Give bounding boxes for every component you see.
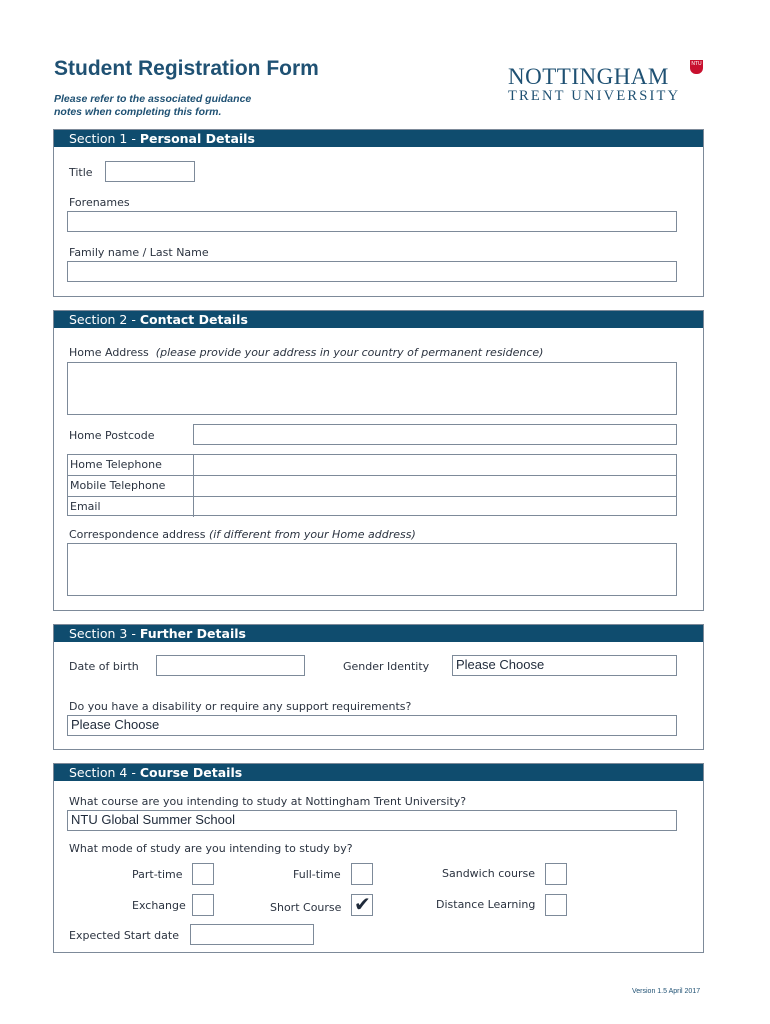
dob-field[interactable] xyxy=(156,655,305,676)
part-time-label: Part-time xyxy=(132,868,183,881)
home-address-note: (please provide your address in your country of permanent residence) xyxy=(155,346,544,359)
dob-label: Date of birth xyxy=(69,660,139,673)
gender-label: Gender Identity xyxy=(343,660,430,673)
postcode-field[interactable] xyxy=(193,424,677,445)
exchange-checkbox[interactable] xyxy=(192,894,214,916)
home-telephone-field[interactable] xyxy=(193,455,676,475)
gender-select[interactable]: Please Choose xyxy=(452,655,677,676)
short-course-label: Short Course xyxy=(270,901,342,914)
sandwich-label: Sandwich course xyxy=(442,867,536,880)
correspondence-label xyxy=(69,528,416,541)
section-3-title: Further Details xyxy=(139,626,246,641)
distance-learning-checkbox[interactable] xyxy=(545,894,567,916)
home-telephone-row xyxy=(68,455,676,476)
family-name-field[interactable] xyxy=(67,261,677,282)
correspondence-label-text: Correspondence address xyxy=(69,528,206,541)
section-4-title: Course Details xyxy=(139,765,243,780)
disability-select[interactable]: Please Choose xyxy=(67,715,677,736)
exchange-label: Exchange xyxy=(132,899,186,912)
home-address-label xyxy=(69,346,543,359)
title-field[interactable] xyxy=(105,161,195,182)
page-title: Student Registration Form xyxy=(54,57,319,80)
contact-table xyxy=(67,454,677,516)
correspondence-address-field[interactable] xyxy=(67,543,677,596)
distance-learning-label: Distance Learning xyxy=(436,898,536,911)
section-2-prefix: Section 2 - xyxy=(69,312,140,327)
guidance-note-line1: Please refer to the associated guidance xyxy=(54,93,252,105)
section-3-heading xyxy=(54,625,703,642)
section-2-heading xyxy=(54,311,703,328)
guidance-note xyxy=(54,93,314,119)
ntu-badge-icon: NTU xyxy=(690,60,703,74)
mode-label: What mode of study are you intending to study by? xyxy=(69,842,353,855)
section-1-prefix: Section 1 - xyxy=(69,131,140,146)
start-date-field[interactable] xyxy=(190,924,314,945)
guidance-note-line2: notes when completing this form. xyxy=(54,106,222,118)
start-date-label: Expected Start date xyxy=(69,929,179,942)
university-logo-line2: TRENT UNIVERSITY xyxy=(508,88,681,104)
version-note: Version 1.5 April 2017 xyxy=(632,988,701,995)
family-name-label: Family name / Last Name xyxy=(69,246,209,259)
home-address-field[interactable] xyxy=(67,362,677,415)
section-further-details xyxy=(53,624,704,750)
section-1-title: Personal Details xyxy=(139,131,255,146)
section-2-title: Contact Details xyxy=(139,312,248,327)
email-label: Email xyxy=(70,500,101,513)
section-4-prefix: Section 4 - xyxy=(69,765,140,780)
section-contact-details xyxy=(53,310,704,611)
correspondence-note: (if different from your Home address) xyxy=(208,528,416,541)
section-personal-details xyxy=(53,129,704,297)
home-address-label-text: Home Address xyxy=(69,346,149,359)
forenames-label: Forenames xyxy=(69,196,130,209)
university-logo-line1: NOTTINGHAM xyxy=(508,64,669,89)
postcode-label: Home Postcode xyxy=(69,429,155,442)
email-field[interactable] xyxy=(193,497,676,517)
title-label: Title xyxy=(69,166,93,179)
section-3-prefix: Section 3 - xyxy=(69,626,140,641)
home-telephone-label: Home Telephone xyxy=(70,458,162,471)
checkmark-icon: ✔ xyxy=(354,892,371,916)
short-course-checkbox[interactable] xyxy=(351,894,373,916)
section-1-heading xyxy=(54,130,703,147)
sandwich-checkbox[interactable] xyxy=(545,863,567,885)
part-time-checkbox[interactable] xyxy=(192,863,214,885)
forenames-field[interactable] xyxy=(67,211,677,232)
section-4-heading xyxy=(54,764,703,781)
email-row xyxy=(68,497,676,517)
course-label: What course are you intending to study at Nottingham Trent University? xyxy=(69,795,467,808)
full-time-checkbox[interactable] xyxy=(351,863,373,885)
mobile-telephone-label: Mobile Telephone xyxy=(70,479,166,492)
mobile-telephone-row xyxy=(68,476,676,497)
mobile-telephone-field[interactable] xyxy=(193,476,676,496)
course-select[interactable]: NTU Global Summer School xyxy=(67,810,677,831)
section-course-details xyxy=(53,763,704,953)
disability-label: Do you have a disability or require any support requirements? xyxy=(69,700,412,713)
full-time-label: Full-time xyxy=(293,868,341,881)
